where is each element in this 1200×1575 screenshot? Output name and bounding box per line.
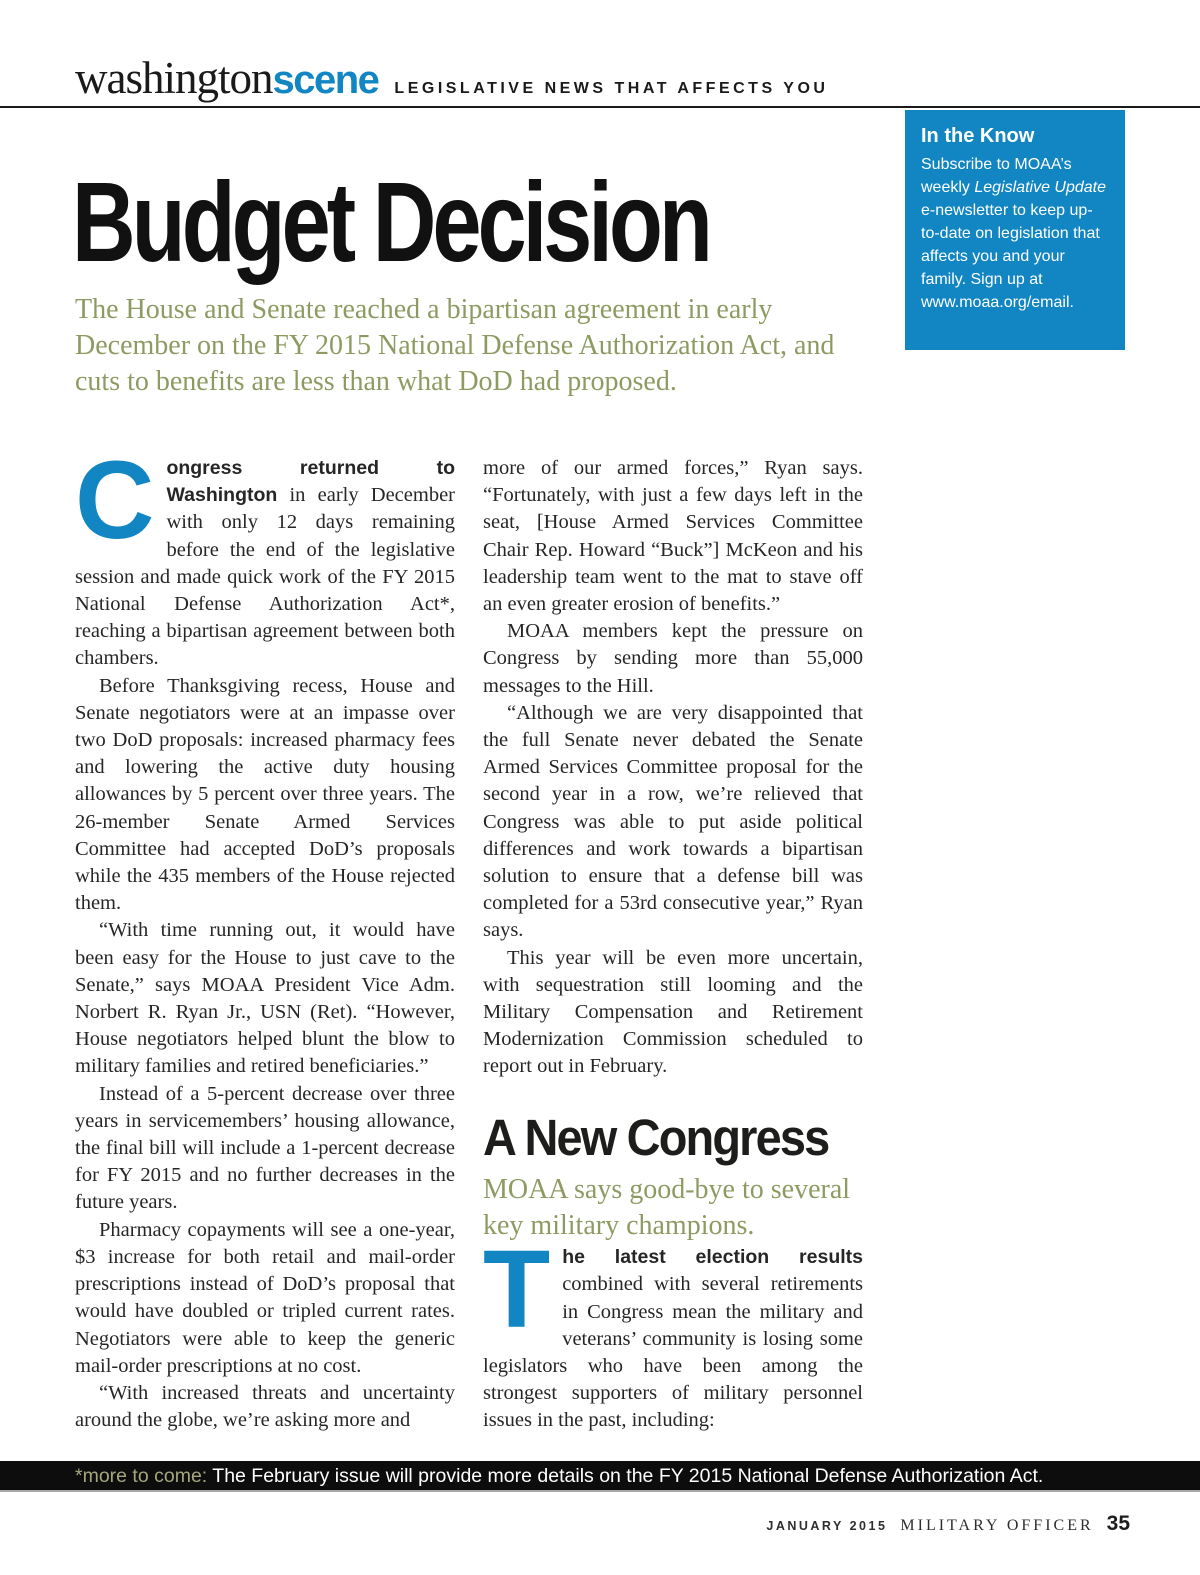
body-column-1	[75, 439, 455, 1434]
drop-cap: T	[483, 1228, 551, 1352]
infobox-newsletter-name: Legislative Update	[974, 179, 1106, 196]
paragraph-text: in early December with only 12 days remaining before the end of the legislative session and made quick work of the FY 2015 National Defense Authorization Act*, reaching a bipartisan agreement between both chambers.	[75, 484, 455, 670]
infobox-body-post: e-newsletter to keep up-to-date on legislation that affects you and your family. Sign up at www.moaa.org/email.	[921, 202, 1100, 311]
paragraph	[75, 439, 455, 673]
paragraph: “With increased threats and uncertainty around the globe, we’re asking more and	[75, 1381, 455, 1432]
paragraph	[483, 1228, 863, 1434]
footnote-label: *more to come:	[75, 1465, 208, 1487]
paragraph: “Although we are very disappointed that the full Senate never debated the Senate Armed Services Committee proposal for the second year in a row, we’re relieved that Congress was able to put aside political differences and work towards a bipartisan solution to ensure that a defense bill was completed for a 53rd consecutive year,” Ryan says.	[483, 701, 863, 942]
paragraph: MOAA members kept the pressure on Congress by sending more than 55,000 messages to the Hill.	[483, 620, 863, 697]
article-headline: Budget Decision	[72, 159, 709, 285]
paragraph: Pharmacy copayments will see a one-year, $3 increase for both retail and mail-order prescriptions instead of DoD’s proposal that would have doubled or tripled current rates. Negotiators were able to keep the generic mail-order prescriptions at no cost.	[75, 1218, 455, 1377]
wordmark-primary: washington	[75, 53, 273, 103]
paragraph: “With time running out, it would have been easy for the House to just cave to the Senate,” says MOAA President Vice Adm. Norbert R. Ryan Jr., USN (Ret). “However, House negotiators helped blunt the blow to military families and retired beneficiaries.”	[75, 919, 455, 1078]
paragraph: more of our armed forces,” Ryan says. “Fortunately, with just a few days left in the seat, [House Armed Services Committee Chair Rep. Howard “Buck”] McKeon and his leadership team went to the mat to stave off an even greater erosion of benefits.”	[483, 457, 863, 616]
footnote-bar	[0, 1461, 1200, 1492]
footnote-text: The February issue will provide more details on the FY 2015 National Defense Authorization Act.	[207, 1465, 1044, 1487]
header-rule	[0, 106, 1200, 108]
lead-in: he latest election results	[562, 1246, 863, 1269]
infobox-body-pre: Subscribe to MOAA’s weekly	[921, 156, 1072, 196]
section-deck: MOAA says good-bye to several key military champions.	[483, 1174, 851, 1242]
header-tagline: LEGISLATIVE NEWS THAT AFFECTS YOU	[394, 80, 829, 97]
in-the-know-box	[905, 110, 1125, 350]
paragraph: This year will be even more uncertain, with sequestration still looming and the Military Compensation and Retirement Modernization Commission scheduled to report out in February.	[483, 946, 863, 1078]
paragraph-text: combined with several retirements in Congress mean the military and veterans’ community is losing some legislators who have been among the strongest supporters of military personnel issues in the past, including:	[483, 1273, 863, 1432]
body-column-2	[483, 455, 863, 1435]
section-heading: A New Congress	[483, 1108, 829, 1166]
infobox-body	[921, 153, 1109, 314]
paragraph: Instead of a 5-percent decrease over three years in servicemembers’ housing allowance, the final bill will include a 1-percent decrease for FY 2015 and no further decreases in the future years.	[75, 1082, 455, 1214]
lead-in: ongress returned to Washington	[166, 457, 455, 507]
page-number: 35	[1106, 1512, 1130, 1535]
magazine-title: MILITARY OFFICER	[900, 1517, 1094, 1534]
paragraph: Before Thanksgiving recess, House and Senate negotiators were at an impasse over two DoD proposals: increased pharmacy fees and lowering the active duty housing allowances by 5 percent over three years. The 26-member Senate Armed Services Committee had accepted DoD’s proposals while the 435 members of the House rejected them.	[75, 674, 455, 915]
drop-cap: C	[75, 439, 155, 562]
section-wordmark	[75, 53, 829, 103]
infobox-title: In the Know	[921, 125, 1035, 147]
wordmark-accent: scene	[272, 58, 379, 102]
issue-date: JANUARY 2015	[766, 1519, 888, 1533]
footer-meta	[766, 1512, 1130, 1536]
article-deck: The House and Senate reached a bipartisan agreement in early December on the FY 2015 National Defense Authorization Act, and cuts to benefits are less than what DoD had proposed.	[75, 294, 835, 397]
